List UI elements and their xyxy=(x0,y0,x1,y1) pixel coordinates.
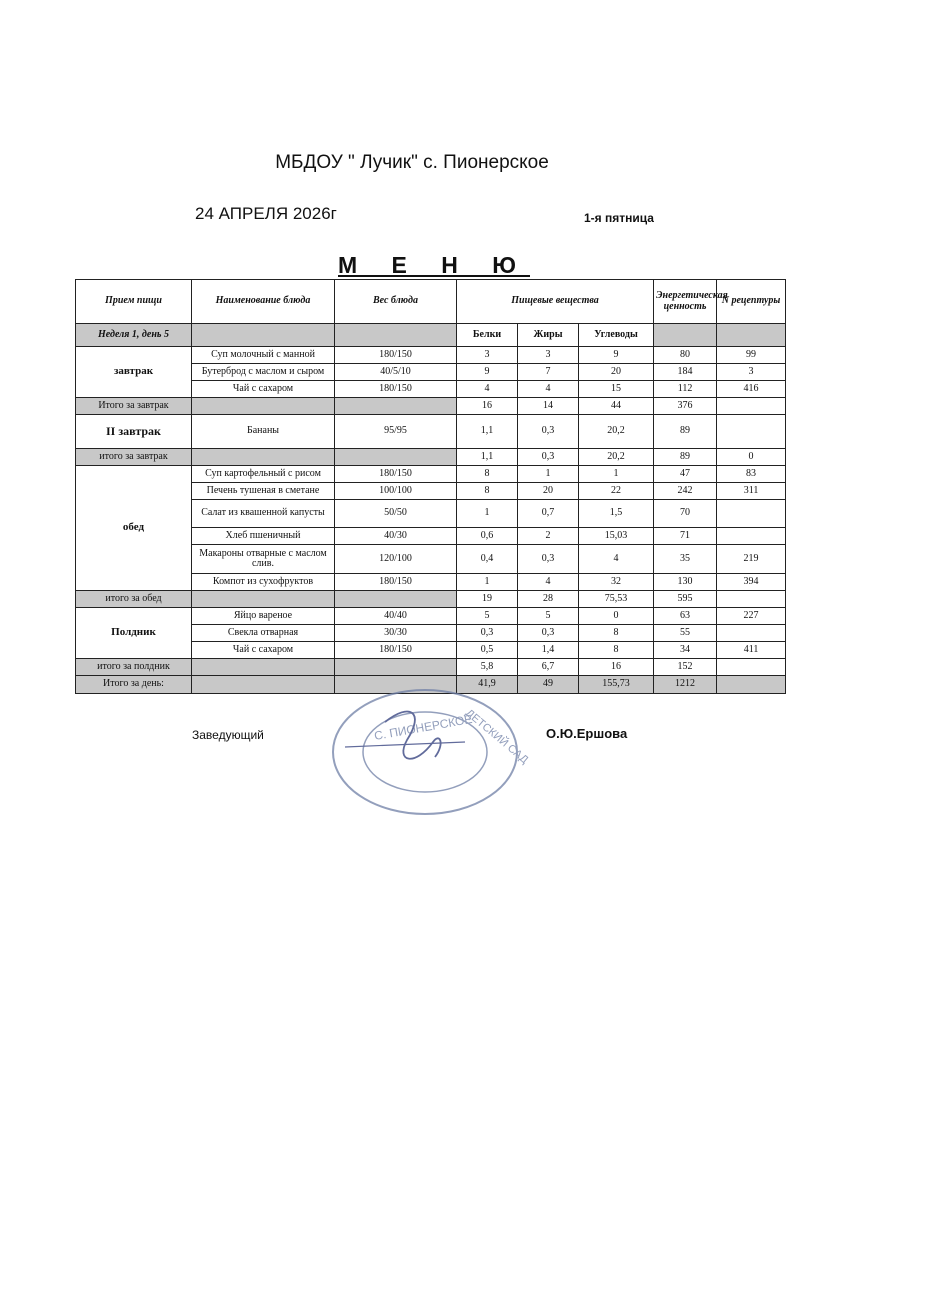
fat-header: Жиры xyxy=(518,324,579,347)
dish-weight: 180/150 xyxy=(335,642,457,659)
recipe-subtotal: 0 xyxy=(717,449,786,466)
fat-value: 7 xyxy=(518,364,579,381)
protein-value: 1 xyxy=(457,574,518,591)
recipe-number: 394 xyxy=(717,574,786,591)
dish-weight: 40/40 xyxy=(335,608,457,625)
energy-day-total: 1212 xyxy=(654,676,717,694)
fat-value: 4 xyxy=(518,381,579,398)
energy-subtotal: 152 xyxy=(654,659,717,676)
carbs-day-total: 155,73 xyxy=(579,676,654,694)
fat-value: 3 xyxy=(518,347,579,364)
protein-value: 8 xyxy=(457,466,518,483)
energy-value: 112 xyxy=(654,381,717,398)
table-row xyxy=(76,466,786,483)
fat-value: 0,3 xyxy=(518,415,579,449)
stamp-text-mid: С. ПИОНЕРСКОЕ xyxy=(373,711,474,743)
energy-value: 70 xyxy=(654,500,717,528)
col-dish-header: Наименование блюда xyxy=(192,280,335,324)
recipe-subtotal xyxy=(717,659,786,676)
energy-value: 184 xyxy=(654,364,717,381)
carbs-value: 20,2 xyxy=(579,415,654,449)
meal-name: Полдник xyxy=(76,608,192,659)
stamp-text-top: ДЕТСКИЙ САД xyxy=(463,707,531,767)
dish-weight: 95/95 xyxy=(335,415,457,449)
dish-name: Яйцо вареное xyxy=(192,608,335,625)
recipe-number: 416 xyxy=(717,381,786,398)
energy-value: 80 xyxy=(654,347,717,364)
recipe-number xyxy=(717,415,786,449)
dish-weight: 30/30 xyxy=(335,625,457,642)
protein-value: 8 xyxy=(457,483,518,500)
meal-name: II завтрак xyxy=(76,415,192,449)
dish-weight: 180/150 xyxy=(335,381,457,398)
carbs-value: 20 xyxy=(579,364,654,381)
empty-cell xyxy=(192,676,335,694)
empty-cell xyxy=(192,591,335,608)
seal-stamp xyxy=(315,682,531,822)
carbs-value: 15 xyxy=(579,381,654,398)
day-label: 1-я пятница xyxy=(584,211,654,225)
menu-table xyxy=(75,279,786,694)
menu-title: М Е Н Ю xyxy=(338,252,530,278)
energy-value: 55 xyxy=(654,625,717,642)
table-header-row xyxy=(76,280,786,324)
protein-value: 1,1 xyxy=(457,415,518,449)
fat-subtotal: 0,3 xyxy=(518,449,579,466)
fat-value: 2 xyxy=(518,528,579,545)
carbs-value: 0 xyxy=(579,608,654,625)
carbs-value: 15,03 xyxy=(579,528,654,545)
dish-name: Свекла отварная xyxy=(192,625,335,642)
subtotal-row xyxy=(76,398,786,415)
recipe-number: 83 xyxy=(717,466,786,483)
fat-value: 0,7 xyxy=(518,500,579,528)
fat-value: 20 xyxy=(518,483,579,500)
empty-cell xyxy=(192,659,335,676)
empty-cell xyxy=(335,324,457,347)
protein-subtotal: 16 xyxy=(457,398,518,415)
energy-value: 130 xyxy=(654,574,717,591)
carbs-value: 32 xyxy=(579,574,654,591)
recipe-number: 311 xyxy=(717,483,786,500)
fat-value: 1,4 xyxy=(518,642,579,659)
fat-subtotal: 14 xyxy=(518,398,579,415)
empty-cell xyxy=(335,449,457,466)
energy-subtotal: 89 xyxy=(654,449,717,466)
protein-subtotal: 19 xyxy=(457,591,518,608)
recipe-number: 219 xyxy=(717,545,786,574)
protein-day-total: 41,9 xyxy=(457,676,518,694)
protein-value: 0,4 xyxy=(457,545,518,574)
dish-weight: 40/5/10 xyxy=(335,364,457,381)
table-subheader-row xyxy=(76,324,786,347)
empty-cell xyxy=(717,324,786,347)
energy-value: 63 xyxy=(654,608,717,625)
carbs-subtotal: 16 xyxy=(579,659,654,676)
day-total-label: Итого за день: xyxy=(76,676,192,694)
col-nutrients-header: Пищевые вещества xyxy=(457,280,654,324)
protein-value: 0,6 xyxy=(457,528,518,545)
energy-value: 34 xyxy=(654,642,717,659)
dish-name: Печень тушеная в сметане xyxy=(192,483,335,500)
carbs-subtotal: 44 xyxy=(579,398,654,415)
dish-name: Хлеб пшеничный xyxy=(192,528,335,545)
carbs-subtotal: 75,53 xyxy=(579,591,654,608)
carbs-value: 1,5 xyxy=(579,500,654,528)
energy-subtotal: 376 xyxy=(654,398,717,415)
table-row xyxy=(76,415,786,449)
protein-value: 0,3 xyxy=(457,625,518,642)
recipe-number xyxy=(717,528,786,545)
recipe-number: 3 xyxy=(717,364,786,381)
subtotal-row xyxy=(76,659,786,676)
position-label: Заведующий xyxy=(192,728,264,742)
dish-weight: 180/150 xyxy=(335,466,457,483)
recipe-number xyxy=(717,500,786,528)
dish-weight: 120/100 xyxy=(335,545,457,574)
fat-value: 4 xyxy=(518,574,579,591)
subtotal-label: итого за завтрак xyxy=(76,449,192,466)
empty-cell xyxy=(192,398,335,415)
protein-value: 0,5 xyxy=(457,642,518,659)
carbs-header: Углеводы xyxy=(579,324,654,347)
fat-value: 5 xyxy=(518,608,579,625)
recipe-number: 99 xyxy=(717,347,786,364)
col-weight-header: Вес блюда xyxy=(335,280,457,324)
protein-subtotal: 5,8 xyxy=(457,659,518,676)
dish-name: Салат из квашенной капусты xyxy=(192,500,335,528)
recipe-day-total xyxy=(717,676,786,694)
dish-weight: 50/50 xyxy=(335,500,457,528)
fat-value: 0,3 xyxy=(518,625,579,642)
protein-value: 1 xyxy=(457,500,518,528)
energy-subtotal: 595 xyxy=(654,591,717,608)
energy-value: 47 xyxy=(654,466,717,483)
energy-value: 89 xyxy=(654,415,717,449)
empty-cell xyxy=(335,659,457,676)
empty-cell xyxy=(192,449,335,466)
fat-subtotal: 28 xyxy=(518,591,579,608)
subtotal-label: итого за полдник xyxy=(76,659,192,676)
dish-name: Чай с сахаром xyxy=(192,642,335,659)
fat-value: 1 xyxy=(518,466,579,483)
empty-cell xyxy=(654,324,717,347)
dish-weight: 180/150 xyxy=(335,574,457,591)
protein-header: Белки xyxy=(457,324,518,347)
dish-name: Бананы xyxy=(192,415,335,449)
carbs-subtotal: 20,2 xyxy=(579,449,654,466)
dish-weight: 100/100 xyxy=(335,483,457,500)
menu-date: 24 АПРЕЛЯ 2026г xyxy=(195,204,337,223)
dish-name: Макароны отварные с маслом слив. xyxy=(192,545,335,574)
organization-name: МБДОУ " Лучик" с. Пионерское xyxy=(275,152,549,173)
fat-subtotal: 6,7 xyxy=(518,659,579,676)
energy-value: 242 xyxy=(654,483,717,500)
subtotal-row xyxy=(76,591,786,608)
meal-name: обед xyxy=(76,466,192,591)
energy-value: 71 xyxy=(654,528,717,545)
dish-name: Бутерброд с маслом и сыром xyxy=(192,364,335,381)
col-recipe-header: N рецептуры xyxy=(717,280,786,324)
dish-name: Компот из сухофруктов xyxy=(192,574,335,591)
carbs-value: 1 xyxy=(579,466,654,483)
recipe-subtotal xyxy=(717,398,786,415)
subtotal-row xyxy=(76,449,786,466)
protein-value: 3 xyxy=(457,347,518,364)
carbs-value: 9 xyxy=(579,347,654,364)
table-row xyxy=(76,608,786,625)
carbs-value: 4 xyxy=(579,545,654,574)
protein-value: 4 xyxy=(457,381,518,398)
carbs-value: 8 xyxy=(579,642,654,659)
empty-cell xyxy=(335,591,457,608)
fat-value: 0,3 xyxy=(518,545,579,574)
dish-weight: 40/30 xyxy=(335,528,457,545)
empty-cell xyxy=(192,324,335,347)
table-row xyxy=(76,347,786,364)
carbs-value: 8 xyxy=(579,625,654,642)
week-day-label: Неделя 1, день 5 xyxy=(76,324,192,347)
recipe-number: 411 xyxy=(717,642,786,659)
meal-name: завтрак xyxy=(76,347,192,398)
dish-name: Чай с сахаром xyxy=(192,381,335,398)
carbs-value: 22 xyxy=(579,483,654,500)
dish-name: Суп картофельный с рисом xyxy=(192,466,335,483)
subtotal-label: итого за обед xyxy=(76,591,192,608)
dish-name: Суп молочный с манной xyxy=(192,347,335,364)
subtotal-label: Итого за завтрак xyxy=(76,398,192,415)
col-energy-header: Энергетическая ценность xyxy=(654,280,717,324)
energy-value: 35 xyxy=(654,545,717,574)
fat-day-total: 49 xyxy=(518,676,579,694)
recipe-number: 227 xyxy=(717,608,786,625)
dish-weight: 180/150 xyxy=(335,347,457,364)
protein-value: 9 xyxy=(457,364,518,381)
empty-cell xyxy=(335,398,457,415)
col-meal-header: Прием пищи xyxy=(76,280,192,324)
director-name: О.Ю.Ершова xyxy=(546,726,628,741)
recipe-number xyxy=(717,625,786,642)
protein-subtotal: 1,1 xyxy=(457,449,518,466)
recipe-subtotal xyxy=(717,591,786,608)
protein-value: 5 xyxy=(457,608,518,625)
